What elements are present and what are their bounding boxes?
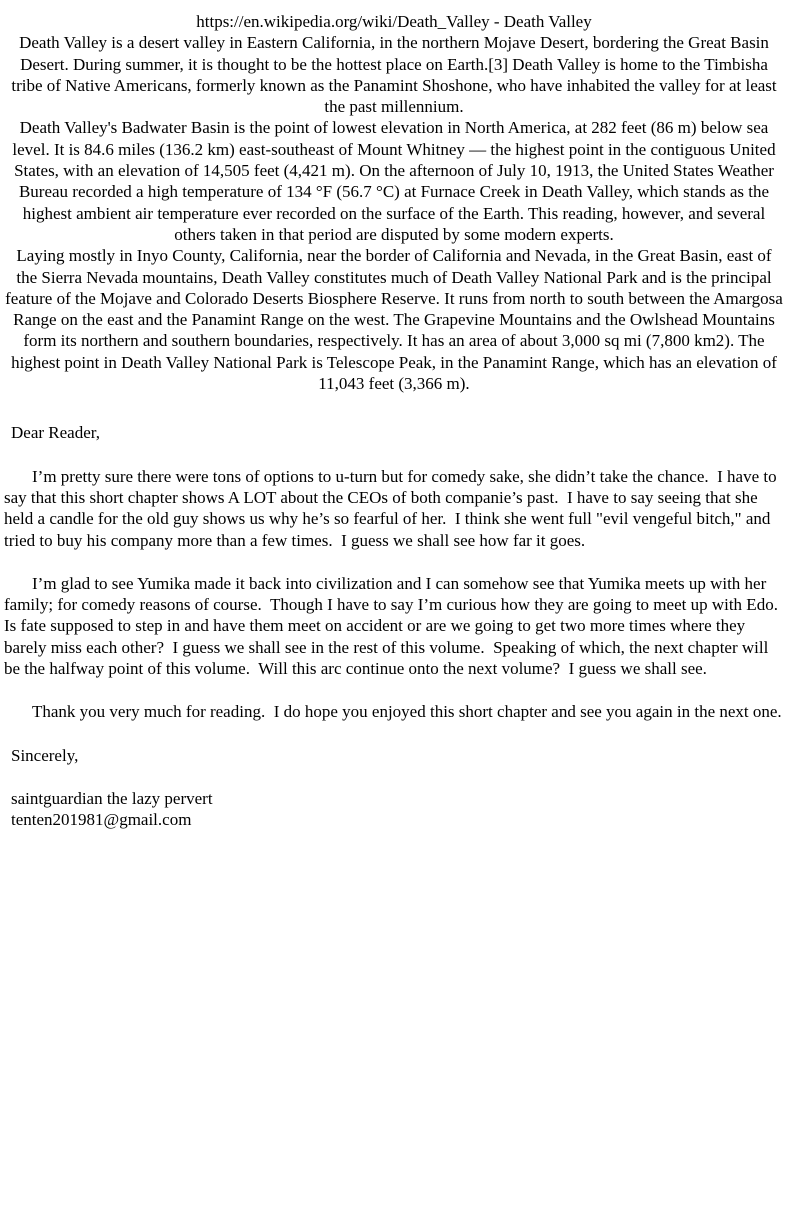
signature-name: saintguardian the lazy pervert [11,788,213,808]
author-letter-section [4,422,787,830]
wiki-paragraph: Death Valley is a desert valley in Eastern California, in the northern Mojave Desert, bordering the Great Basin Desert. During summer, it is thought to be the hottest place on Earth.[3] Death Valley is home to the Timbisha tribe of Native Americans, formerly known as the Panamint Shoshone, who have inhabited the valley for at least the past millennium. [11,33,781,117]
wiki-paragraph: Death Valley's Badwater Basin is the point of lowest elevation in North America, at 282 feet (86 m) below sea level. It is 84.6 miles (136.2 km) east-southeast of Mount Whitney — the highest point in the contiguous United States, with an elevation of 14,505 feet (4,421 m). On the afternoon of July 10, 1913, the United States Weather Bureau recorded a high temperature of 134 °F (56.7 °C) at Furnace Creek in Death Valley, which stands as the highest ambient air temperature ever recorded on the surface of the Earth. This reading, however, and several others taken in that period are disputed by some modern experts. [12,118,780,244]
signature-block [11,788,784,831]
letter-paragraph: Thank you very much for reading. I do hope you enjoyed this short chapter and see you again in the next one. [32,702,782,722]
letter-paragraph: I’m glad to see Yumika made it back into civilization and I can somehow see that Yumika meets up with her family; for comedy reasons of course. Though I have to say I’m curious how they are going to meet up with Edo. Is fate supposed to step in and have them meet on accident or are we going to get two more times where they barely miss each other? I guess we shall see in the rest of this volume. Speaking of which, the next chapter will be the halfway point of this volume. Will this arc continue onto the next volume? I guess we shall see. [4,573,787,679]
letter-signoff: Sincerely, [11,745,79,765]
source-url-line: https://en.wikipedia.org/wiki/Death_Valley - Death Valley [196,12,592,31]
wiki-excerpt-section [4,11,788,394]
letter-greeting: Dear Reader, [11,423,100,443]
wiki-paragraph: Laying mostly in Inyo County, California, near the border of California and Nevada, in the Great Basin, east of the Sierra Nevada mountains, Death Valley constitutes much of Death Valley National Park and is the principal feature of the Mojave and Colorado Deserts Biosphere Reserve. It runs from north to south between the Amargosa Range on the east and the Panamint Range on the west. The Grapevine Mountains and the Owlshead Mountains form its northern and southern boundaries, respectively. It has an area of about 3,000 sq mi (7,800 km2). The highest point in Death Valley National Park is Telescope Peak, in the Panamint Range, which has an elevation of 11,043 feet (3,366 m). [5,246,788,394]
letter-paragraph: I’m pretty sure there were tons of options to u-turn but for comedy sake, she didn’t take the chance. I have to say that this short chapter shows A LOT about the CEOs of both companie’s past. I have to say seeing that she held a candle for the old guy shows us why he’s so fearful of her. I think she went full "evil vengeful bitch," and tried to buy his company more than a few times. I guess we shall see how far it goes. [4,466,781,550]
signature-email: tenten201981@gmail.com [11,810,192,830]
